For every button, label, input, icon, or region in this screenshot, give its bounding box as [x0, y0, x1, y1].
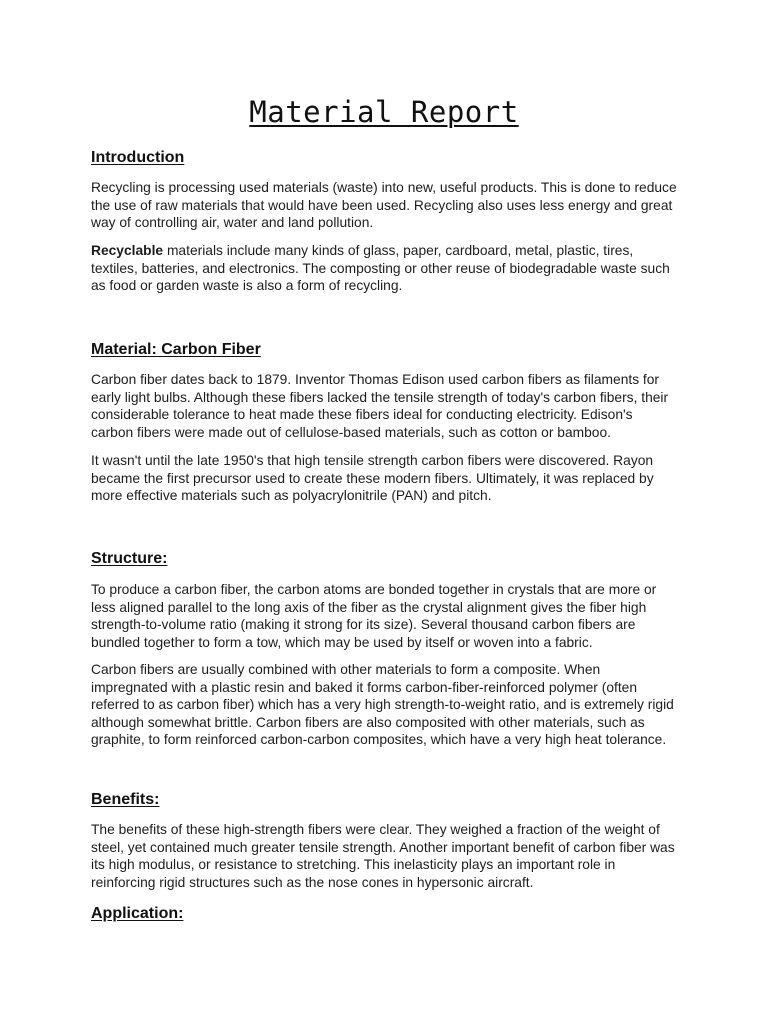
paragraph-introduction-2: [91, 242, 691, 295]
text-segment: materials include many kinds of glass, paper, cardboard, metal, plastic, tires,: [163, 243, 634, 258]
text-line: bundled together to form a tow, which may be used by itself or woven into a fabric.: [91, 634, 593, 650]
text-line: To produce a carbon fiber, the carbon atoms are bonded together in crystals that are more or: [91, 582, 657, 597]
document-title: Material Report: [249, 95, 519, 129]
text-line: strength-to-volume ratio (making it strong for its size). Several thousand carbon fibers are: [91, 617, 636, 633]
bold-term-recyclable: Recyclable: [91, 243, 164, 258]
text-line: Recycling is processing used materials (waste) into new, useful products. This is done to reduce: [91, 180, 677, 195]
text-line: carbon fibers were made out of cellulose-based materials, such as cotton or bamboo.: [91, 424, 611, 440]
heading-material: Material: Carbon Fiber: [91, 341, 261, 358]
text-line: reinforcing rigid structures such as the nose cones in hypersonic aircraft.: [91, 874, 534, 890]
text-line: impregnated with a plastic resin and baked it forms carbon-fiber-reinforced polymer (often: [91, 679, 638, 695]
text-line: although somewhat brittle. Carbon fibers are also composited with other materials, such as: [91, 714, 645, 730]
text-line: Carbon fibers are usually combined with other materials to form a composite. When: [91, 662, 601, 677]
text-line: its high modulus, or resistance to stretching. This inelasticity plays an important role in: [91, 857, 616, 873]
text-line: Carbon fiber dates back to 1879. Inventor Thomas Edison used carbon fibers as filaments for: [91, 372, 660, 387]
text-line: It wasn't until the late 1950's that high tensile strength carbon fibers were discovered. Rayon: [91, 453, 654, 468]
text-line: way of controlling air, water and land pollution.: [91, 215, 374, 231]
heading-structure: Structure:: [91, 550, 168, 567]
text-line: less aligned parallel to the long axis of the fiber as the crystal alignment gives the fiber high: [91, 599, 647, 615]
text-line: considerable tolerance to heat made these fibers ideal for conducting electricity. Edison's: [91, 407, 633, 423]
heading-introduction: Introduction: [91, 149, 185, 166]
paragraph-material-1: [91, 371, 691, 441]
text-line: became the first precursor used to create these modern fibers. Ultimately, it was replaced by: [91, 470, 654, 486]
text-line: graphite, to form reinforced carbon-carbon composites, which have a very high heat tolerance.: [91, 732, 667, 748]
text-line: referred to as carbon fiber) which has a very high strength-to-weight ratio, and is extremely rigid: [91, 697, 674, 713]
text-line: textiles, batteries, and electronics. The composting or other reuse of biodegradable waste such: [91, 260, 670, 276]
paragraph-introduction-1: [91, 179, 691, 232]
paragraph-benefits-1: [91, 821, 691, 891]
text-line: early light bulbs. Although these fibers lacked the tensile strength of today's carbon fibers, their: [91, 389, 669, 405]
text-line: as food or garden waste is also a form of recycling.: [91, 278, 403, 294]
heading-benefits: Benefits:: [91, 791, 160, 808]
text-line: more effective materials such as polyacrylonitrile (PAN) and pitch.: [91, 488, 492, 504]
paragraph-structure-2: [91, 661, 691, 749]
paragraph-material-2: [91, 452, 691, 505]
text-line: steel, yet contained much greater tensile strength. Another important benefit of carbon fiber was: [91, 839, 675, 855]
heading-application: Application:: [91, 905, 184, 922]
paragraph-structure-1: [91, 581, 691, 651]
text-line: [91, 242, 691, 260]
text-line: the use of raw materials that would have been used. Recycling also uses less energy and great: [91, 197, 673, 213]
text-line: The benefits of these high-strength fibers were clear. They weighed a fraction of the weight of: [91, 822, 660, 837]
